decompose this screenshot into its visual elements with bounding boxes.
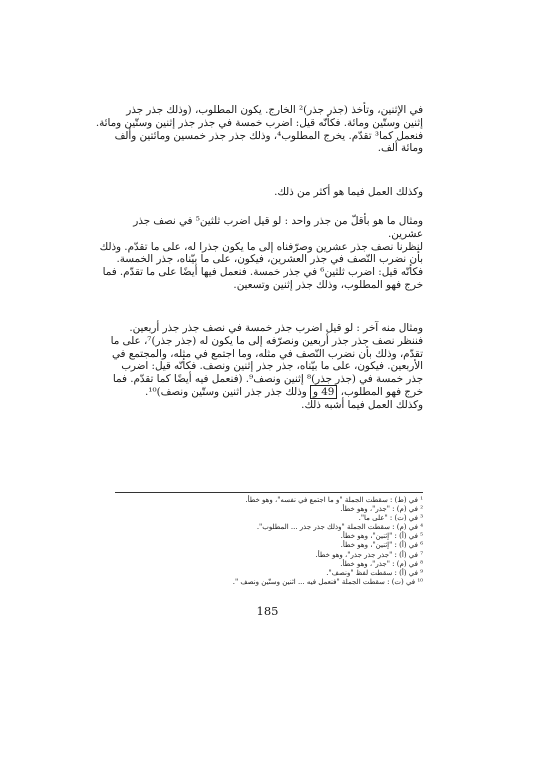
- text-line: لنظرنا نصف جذر عشرين وصرّفناه إلى ما يكون جذرا له، على ما تقدّم. وذلك: [99, 240, 423, 253]
- page-number: 185: [256, 604, 279, 618]
- footnote-divider: [115, 492, 423, 493]
- text-line: إثنين وستّين ومائة. فكأنّه قيل: اضرب خمسة في جذر جذر إثنين وستّين ومائة.: [95, 116, 423, 129]
- text-line-with-folio: [115, 386, 423, 399]
- text-line: وكذلك العمل فيما هو أكثر من ذلك.: [274, 186, 423, 198]
- footnote: ⁷ في (أ) : "جذر جذر جذر"، وهو خطأ.: [315, 550, 423, 559]
- footnote: ⁹ في (أ) : سقطت لفظ "ونصف".: [326, 568, 423, 577]
- paragraph-4: [110, 322, 423, 412]
- text-fragment: خرج فهو المطلوب،: [340, 385, 423, 398]
- paragraph-3: [99, 215, 423, 292]
- text-line: بأن نضرب النّصف في جذر العشرين، فيكون، على ما بيّناه، جذر الخمسة.: [116, 253, 423, 266]
- folio-marker: 49 و: [310, 385, 337, 399]
- footnote: ³ في (ت) : "على ما".: [358, 514, 423, 523]
- text-line: فننظر نصف جذر جذر أربعين ونصرّفه إلى ما يكون له (جذر جذر)⁷، على ما: [110, 334, 423, 347]
- text-line: الأربعين. فيكون، على ما بيّناه، جذر جذر إثنين ونصف. فكأنّه قيل: اضرب: [121, 360, 423, 373]
- paragraph-2: [115, 186, 423, 199]
- text-line: وكذلك العمل فيما أشبه ذلك.: [301, 398, 423, 411]
- text-line: تقدّم، وذلك بأن نضرب النّصف في مثله، وما اجتمع في مثله، والمجتمع في: [111, 347, 423, 360]
- footnote: ⁵ في (أ) : "إثنين"، وهو خطأ.: [340, 532, 423, 541]
- footnote: ² في (م) : "جذر"، وهو خطأ.: [340, 505, 423, 514]
- footnote: ¹⁰ في (ت) : سقطت الجملة "فنعمل فيه ... اثنين وستّين ونصف ".: [232, 577, 423, 586]
- footnote: ⁶ في (أ) : "إثنين"، وهو خطأ.: [340, 541, 423, 550]
- text-line: جذر خمسة في (جذر جذر)⁸ إثنين ونصف⁹. (فنعمل فيه أيضًا كما تقدّم. فما: [112, 373, 423, 386]
- text-line: في الإثنين، وتأخذ (جذر جذر)² الخارج. يكون المطلوب، (وذلك جذر جذر: [126, 104, 423, 116]
- paragraph-1: [95, 104, 423, 155]
- text-line: فكأنّه قيل: اضرب ثلثين⁶ في جذر خمسة. فنعمل فيها أيضًا على ما تقدّم. فما: [102, 266, 423, 279]
- text-line: عشرين.: [388, 227, 423, 240]
- text-line: ومائة ألف.: [377, 142, 423, 155]
- text-fragment: وذلك جذر جذر اثنين وستّين ونصف)¹⁰.: [145, 385, 307, 398]
- text-line: خرج فهو المطلوب، وذلك جذر إثنين وتسعين.: [233, 278, 423, 291]
- text-line: فنعمل كما³ تقدّم. يخرج المطلوب⁴، وذلك جذر جذر خمسين ومائتين وألف: [114, 129, 423, 142]
- footnotes: [115, 496, 423, 587]
- footnote: ⁸ في (م) : "جذر"، وهو خطأ.: [340, 559, 423, 568]
- text-line: ومثال ما هو بأقلّ من جذر واحد : لو قيل اضرب ثلثين⁵ في نصف جذر: [133, 215, 423, 227]
- text-line: ومثال منه آخر : لو قيل اضرب جذر خمسة في نصف جذر جذر أربعين.: [129, 322, 423, 334]
- footnote: ¹ في (ط) : سقطت الجملة "و ما اجتمع في نفسه"، وهو خطأ.: [245, 496, 423, 504]
- footnote: ⁴ في (م) : سقطت الجملة "وذلك جذر جذر ... المطلوب".: [256, 523, 423, 532]
